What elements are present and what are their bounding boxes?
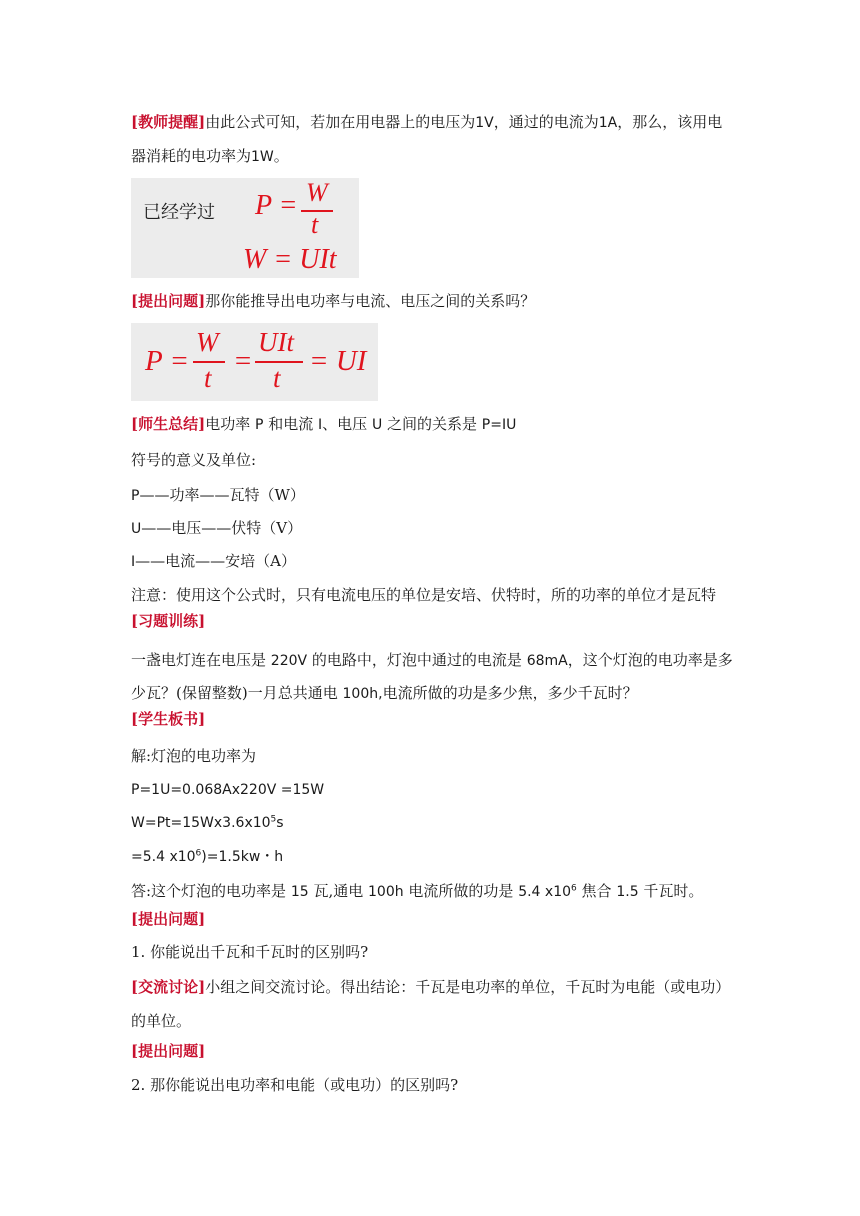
exercise-tag: [习题训练] [131, 612, 206, 630]
symbol-desc: ——功率——瓦特（W） [139, 486, 305, 504]
eq1-numerator: W [306, 178, 328, 207]
text: 千瓦时。 [643, 882, 704, 900]
symbol-item-i [131, 551, 296, 572]
text: s [276, 815, 284, 831]
deriv-frac1 [193, 327, 225, 399]
question-tag: [提出问题] [131, 292, 206, 310]
question3-text: 2. 那你能说出电功率和电能（或电功）的区别吗? [131, 1076, 459, 1094]
exercise-tag-line [131, 611, 205, 631]
text: 器消耗的电功率为 [131, 147, 252, 165]
deriv-num1: W [196, 327, 219, 357]
exponent: 6 [571, 883, 577, 894]
note-line: 注意：使用这个公式时，只有电流电压的单位是安培、伏特时，所的功率的单位才是瓦特 [131, 586, 717, 604]
symbols-title: 符号的意义及单位: [131, 451, 257, 469]
symbol-item-p [131, 485, 305, 506]
time-value: 100h, [342, 686, 383, 702]
eq1-denominator: t [311, 210, 319, 239]
formula-image-learned [131, 178, 359, 278]
text: 的电路中，灯泡中通过的电流是 [311, 651, 522, 669]
value: 100h [368, 884, 404, 900]
symbol-desc: ——电压——伏特（V） [141, 519, 303, 537]
deriv-frac2 [255, 327, 303, 399]
text: 电流所做的功是 [408, 882, 514, 900]
text: (保留整数)一月总共通电 [176, 684, 338, 702]
power-formula: P=IU [481, 417, 517, 433]
symbol: I [131, 554, 136, 570]
text: )=1.5kw・h [201, 849, 284, 865]
text: 焦合 [581, 882, 612, 900]
text: 瓦,通电 [313, 882, 364, 900]
summary-line [131, 414, 516, 435]
question2-text: 1. 你能说出千瓦和千瓦时的区别吗? [131, 943, 369, 961]
power-value: 1W [251, 149, 274, 165]
eq1-fraction [301, 178, 333, 242]
teacher-reminder-line2 [131, 146, 289, 167]
symbol: U [131, 521, 142, 537]
text: 少瓦？ [131, 684, 177, 702]
teacher-reminder-line1 [131, 112, 722, 133]
voltage-value: 220V [270, 653, 308, 669]
text: 之间的关系是 [387, 415, 478, 433]
deriv-num2: UIt [258, 327, 294, 357]
solution-eq2 [131, 813, 284, 833]
symbol-item-u [131, 518, 302, 539]
text: 电流所做的功是多少焦，多少千瓦时？ [382, 684, 638, 702]
text: 一盏电灯连在电压是 [131, 651, 267, 669]
text: ，那么，该用电 [617, 113, 723, 131]
symbol: P [131, 488, 140, 504]
text: ，这个灯泡的电功率是多 [567, 651, 733, 669]
exercise-line1 [131, 650, 733, 671]
discussion-line2: 的单位。 [131, 1012, 192, 1030]
solution-eq1: P=1U=0.068Ax220V =15W [131, 782, 325, 798]
deriv-p: P = [145, 345, 190, 377]
text: W=Pt=15Wx3.6x10 [131, 815, 271, 831]
exponent: 6 [195, 848, 202, 859]
text: 答:这个灯泡的电功率是 [131, 882, 287, 900]
question2-tag-line [131, 909, 205, 929]
discussion-line1 [131, 977, 730, 997]
formula-image-derivation [131, 323, 378, 401]
question-tag: [提出问题] [131, 1042, 206, 1060]
text: 。 [273, 147, 289, 165]
text: P [255, 417, 264, 433]
exponent: 5 [270, 814, 277, 825]
symbol-desc: ——电流——安培（A） [135, 552, 296, 570]
text: 那你能推导出电功率与电流、电压之间的关系吗？ [205, 292, 536, 310]
question1-line [131, 291, 535, 311]
exercise-line2 [131, 683, 638, 704]
text: 由此公式可知，若加在用电器上的电压为 [205, 113, 476, 131]
current-value: 1A [598, 115, 618, 131]
teacher-reminder-tag: [教师提醒] [131, 113, 206, 131]
text: 、电压 [322, 415, 368, 433]
value: 1.5 [616, 884, 639, 900]
text: 5.4 x10 [518, 884, 572, 900]
text: 电功率 [205, 415, 251, 433]
value: 15 [290, 884, 309, 900]
value [518, 884, 577, 900]
board-tag: [学生板书] [131, 710, 206, 728]
current-value: 68mA [526, 653, 568, 669]
learned-label: 已经学过 [143, 202, 215, 223]
solution-intro: 解:灯泡的电功率为 [131, 747, 257, 765]
voltage-value: 1V [475, 115, 494, 131]
text: 小组之间交流讨论。得出结论：千瓦是电功率的单位，千瓦时为电能（或电功） [205, 978, 731, 996]
eq1-lhs: P = [255, 190, 298, 221]
deriv-den2: t [273, 363, 281, 393]
question3-tag-line [131, 1041, 205, 1061]
solution-eq3 [131, 847, 283, 867]
text: 和电流 [268, 415, 314, 433]
summary-tag: [师生总结] [131, 415, 206, 433]
deriv-eq: = [233, 345, 253, 377]
text: ，通过的电流为 [493, 113, 599, 131]
deriv-den1: t [204, 363, 212, 393]
discussion-tag: [交流讨论] [131, 978, 206, 996]
text: I [318, 417, 323, 433]
deriv-end: = UI [309, 345, 367, 377]
board-tag-line [131, 709, 205, 729]
text: U [371, 417, 383, 433]
answer-line [131, 881, 703, 902]
text: =5.4 x10 [131, 849, 196, 865]
question-tag: [提出问题] [131, 910, 206, 928]
eq2: W = UIt [243, 244, 337, 275]
